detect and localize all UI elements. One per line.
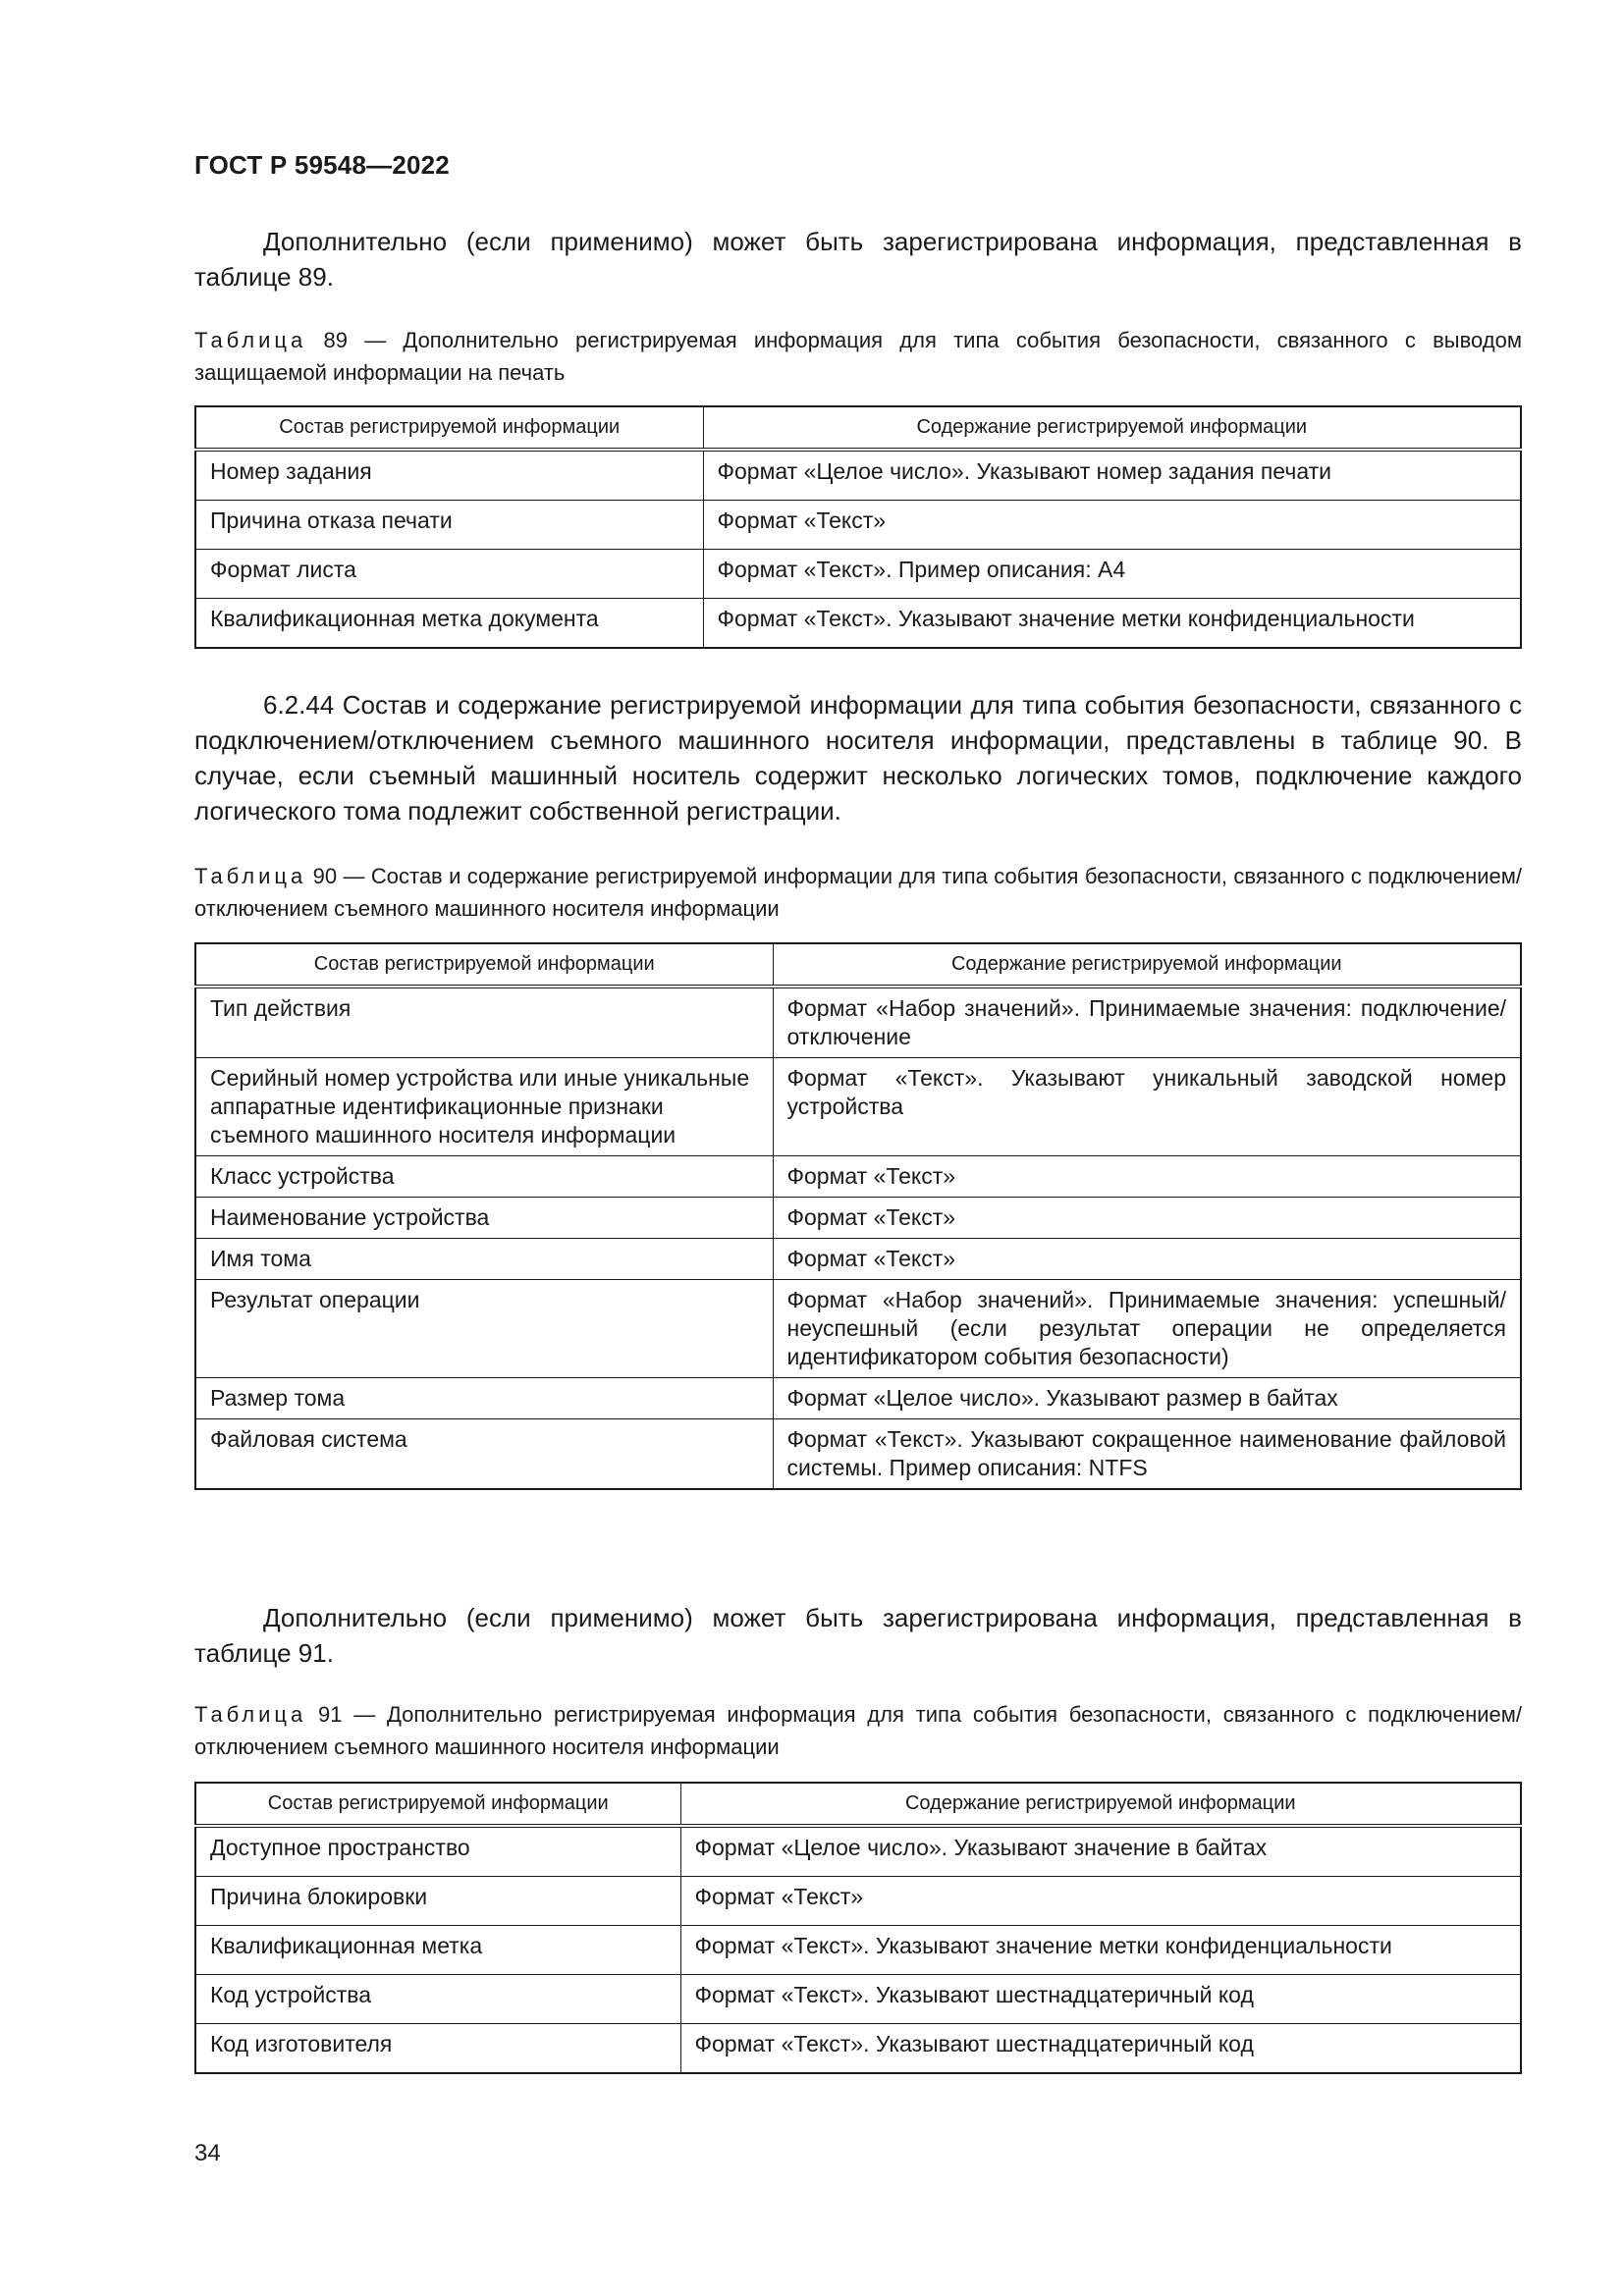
table-cell: Код устройства (195, 1975, 680, 2024)
table-91-caption-word: Таблица (194, 1702, 307, 1727)
table-cell: Формат «Текст». Указывают сокращенное наименование файловой системы. Пример описания: NTFS (773, 1419, 1521, 1490)
table-89 (194, 405, 1522, 649)
paragraph-intro-91: Дополнительно (если применимо) может быть зарегистрирована информация, представленная в таблице 91. (194, 1603, 1522, 1668)
table-89-caption-word: Таблица (194, 328, 307, 352)
table-cell: Формат «Целое число». Указывают номер задания печати (703, 450, 1521, 501)
table-91-header-composition: Состав регистрируемой информации (195, 1783, 680, 1826)
table-cell: Формат «Текст» (703, 501, 1521, 550)
table-90-header-row (195, 943, 1521, 987)
table-row (195, 1877, 1521, 1926)
table-91-caption (194, 1698, 1522, 1763)
table-cell: Формат «Текст». Указывают шестнадцатеричный код (680, 2024, 1521, 2074)
table-90-caption-text: 90 — Состав и содержание регистрируемой информации для типа события безопасности, связанного с подключением/отключением съемного машинного носителя информации (194, 864, 1522, 921)
table-row (195, 501, 1521, 550)
table-row (195, 1378, 1521, 1419)
table-cell: Формат «Текст» (773, 1198, 1521, 1239)
table-89-caption (194, 324, 1522, 389)
table-90 (194, 942, 1522, 1490)
table-cell: Серийный номер устройства или иные уникальные аппаратные идентификационные признаки съемного машинного носителя информации (195, 1058, 773, 1156)
table-row (195, 2024, 1521, 2074)
table-cell: Результат операции (195, 1280, 773, 1378)
table-cell: Класс устройства (195, 1156, 773, 1198)
table-cell: Квалификационная метка (195, 1926, 680, 1975)
table-cell: Файловая система (195, 1419, 773, 1490)
table-89-caption-text: 89 — Дополнительно регистрируемая информация для типа события безопасности, связанного с выводом защищаемой информации на печать (194, 328, 1522, 385)
table-row (195, 550, 1521, 599)
table-row (195, 1826, 1521, 1877)
table-cell: Формат «Текст» (680, 1877, 1521, 1926)
paragraph-6-2-44: 6.2.44 Состав и содержание регистрируемой информации для типа события безопасности, связанного с подключением/отключением съемного машинного носителя информации, представлены в таблице 90. В случае, если съемный машинный носитель содержит несколько логических томов, подключение каждого логического тома подлежит собственной регистрации. (194, 690, 1522, 826)
table-cell: Наименование устройства (195, 1198, 773, 1239)
table-row (195, 1156, 1521, 1198)
table-91-caption-text: 91 — Дополнительно регистрируемая информация для типа события безопасности, связанного с подключением/отключением съемного машинного носителя информации (194, 1702, 1522, 1759)
table-90-caption (194, 860, 1522, 925)
table-row (195, 1280, 1521, 1378)
table-cell: Формат «Текст». Указывают значение метки конфиденциальности (680, 1926, 1521, 1975)
table-row (195, 1419, 1521, 1490)
table-89-header-row (195, 406, 1521, 450)
table-cell: Причина отказа печати (195, 501, 703, 550)
table-cell: Формат «Набор значений». Принимаемые значения: подключение/отключение (773, 987, 1521, 1058)
table-91 (194, 1782, 1522, 2074)
table-91-header-content: Содержание регистрируемой информации (680, 1783, 1521, 1826)
table-row (195, 599, 1521, 649)
table-row (195, 1198, 1521, 1239)
table-cell: Доступное пространство (195, 1826, 680, 1877)
page-number: 34 (194, 2140, 221, 2166)
table-91-header-row (195, 1783, 1521, 1826)
table-row (195, 1926, 1521, 1975)
table-90-header-content: Содержание регистрируемой информации (773, 943, 1521, 987)
table-cell: Формат «Целое число». Указывают размер в байтах (773, 1378, 1521, 1419)
table-row (195, 1975, 1521, 2024)
table-90-caption-word: Таблица (194, 864, 307, 888)
table-cell: Формат «Целое число». Указывают значение в байтах (680, 1826, 1521, 1877)
table-row (195, 450, 1521, 501)
table-cell: Формат «Текст». Указывают значение метки конфиденциальности (703, 599, 1521, 649)
table-cell: Формат «Текст». Указывают уникальный заводской номер устройства (773, 1058, 1521, 1156)
table-cell: Квалификационная метка документа (195, 599, 703, 649)
document-header: ГОСТ Р 59548—2022 (194, 150, 450, 180)
table-cell: Номер задания (195, 450, 703, 501)
table-cell: Тип действия (195, 987, 773, 1058)
table-cell: Формат «Текст». Пример описания: А4 (703, 550, 1521, 599)
table-89-header-content: Содержание регистрируемой информации (703, 406, 1521, 450)
table-row (195, 987, 1521, 1058)
table-cell: Имя тома (195, 1239, 773, 1280)
table-cell: Формат «Текст» (773, 1239, 1521, 1280)
table-row (195, 1239, 1521, 1280)
table-cell: Причина блокировки (195, 1877, 680, 1926)
table-cell: Код изготовителя (195, 2024, 680, 2074)
table-cell: Формат «Текст» (773, 1156, 1521, 1198)
paragraph-intro-89: Дополнительно (если применимо) может быть зарегистрирована информация, представленная в таблице 89. (194, 227, 1522, 292)
table-cell: Формат листа (195, 550, 703, 599)
table-row (195, 1058, 1521, 1156)
table-89-header-composition: Состав регистрируемой информации (195, 406, 703, 450)
table-cell: Формат «Набор значений». Принимаемые значения: успешный/неуспешный (если результат операции не определяется идентификатором события безопасности) (773, 1280, 1521, 1378)
table-cell: Формат «Текст». Указывают шестнадцатеричный код (680, 1975, 1521, 2024)
table-90-header-composition: Состав регистрируемой информации (195, 943, 773, 987)
table-cell: Размер тома (195, 1378, 773, 1419)
